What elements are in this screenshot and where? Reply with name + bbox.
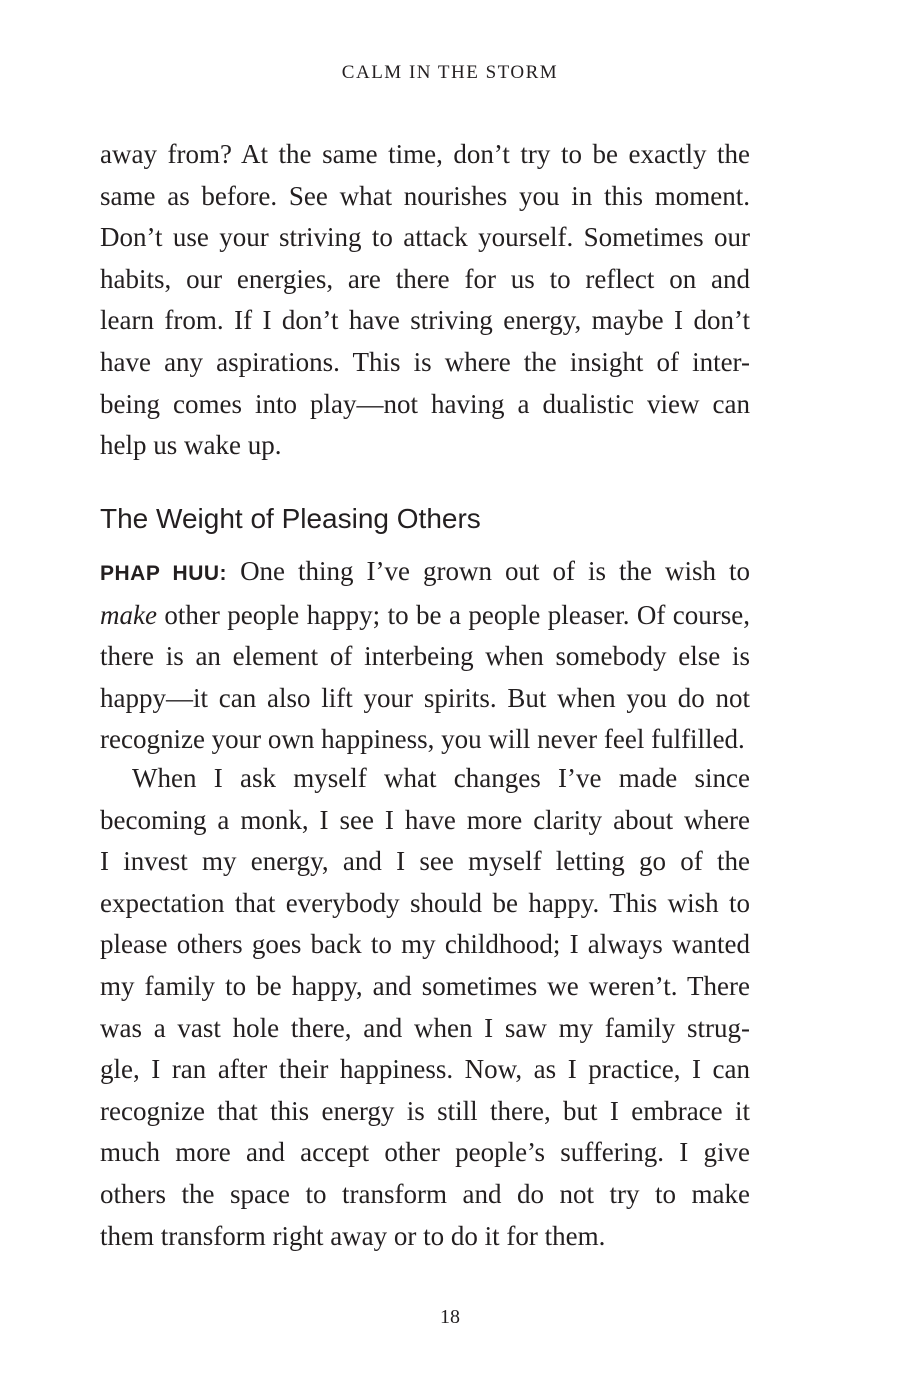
text-line: recognize your own happiness, you will never feel fulfilled. <box>100 724 745 755</box>
text-line: learn from. If I don’t have striving energy, maybe I don’t <box>100 305 750 336</box>
section-heading: The Weight of Pleasing Others <box>100 503 481 534</box>
text-line: there is an element of interbeing when somebody else is <box>100 641 750 672</box>
text-line: them transform right away or to do it for them. <box>100 1220 606 1251</box>
text-line: was a vast hole there, and when I saw my family strug- <box>100 1012 750 1043</box>
text-line: gle, I ran after their happiness. Now, as I practice, I can <box>100 1054 750 1085</box>
text-line: Don’t use your striving to attack yourself. Sometimes our <box>100 222 750 253</box>
text-line: recognize that this energy is still there, but I embrace it <box>100 1095 750 1126</box>
text-line: I invest my energy, and I see myself letting go of the <box>100 846 750 877</box>
text-line: becoming a monk, I see I have more clarity about where <box>100 804 750 835</box>
text-fragment: One thing I’ve grown out of is the wish to <box>240 556 751 586</box>
text-fragment: other people happy; to be a people pleaser. Of course, <box>164 599 751 630</box>
text-line: help us wake up. <box>100 430 282 461</box>
emphasis-text: make <box>100 599 157 630</box>
text-line <box>100 551 750 595</box>
text-line: When I ask myself what changes I’ve made since <box>132 763 750 793</box>
text-line: others the space to transform and do not try to make <box>100 1178 750 1209</box>
text-line: please others goes back to my childhood; I always wanted <box>100 929 750 960</box>
text-line: have any aspirations. This is where the insight of inter- <box>100 346 750 377</box>
text-line: away from? At the same time, don’t try to be exactly the <box>100 139 750 169</box>
text-line: same as before. See what nourishes you in this moment. <box>100 180 750 211</box>
page-number: 18 <box>440 1306 460 1328</box>
text-line: happy—it can also lift your spirits. But when you do not <box>100 682 750 713</box>
speaker-label: PHAP HUU: <box>100 562 228 585</box>
text-line: much more and accept other people’s suffering. I give <box>100 1137 750 1168</box>
body-paragraph <box>100 134 750 467</box>
text-line: being comes into play—not having a dualistic view can <box>100 388 750 419</box>
text-line: habits, our energies, are there for us to reflect on and <box>100 263 750 294</box>
running-head: CALM IN THE STORM <box>341 62 559 83</box>
body-paragraph <box>100 758 750 1257</box>
text-line <box>100 595 750 637</box>
text-line: my family to be happy, and sometimes we weren’t. There <box>100 970 750 1001</box>
body-paragraph <box>100 551 750 761</box>
text-line: expectation that everybody should be happy. This wish to <box>100 887 750 918</box>
